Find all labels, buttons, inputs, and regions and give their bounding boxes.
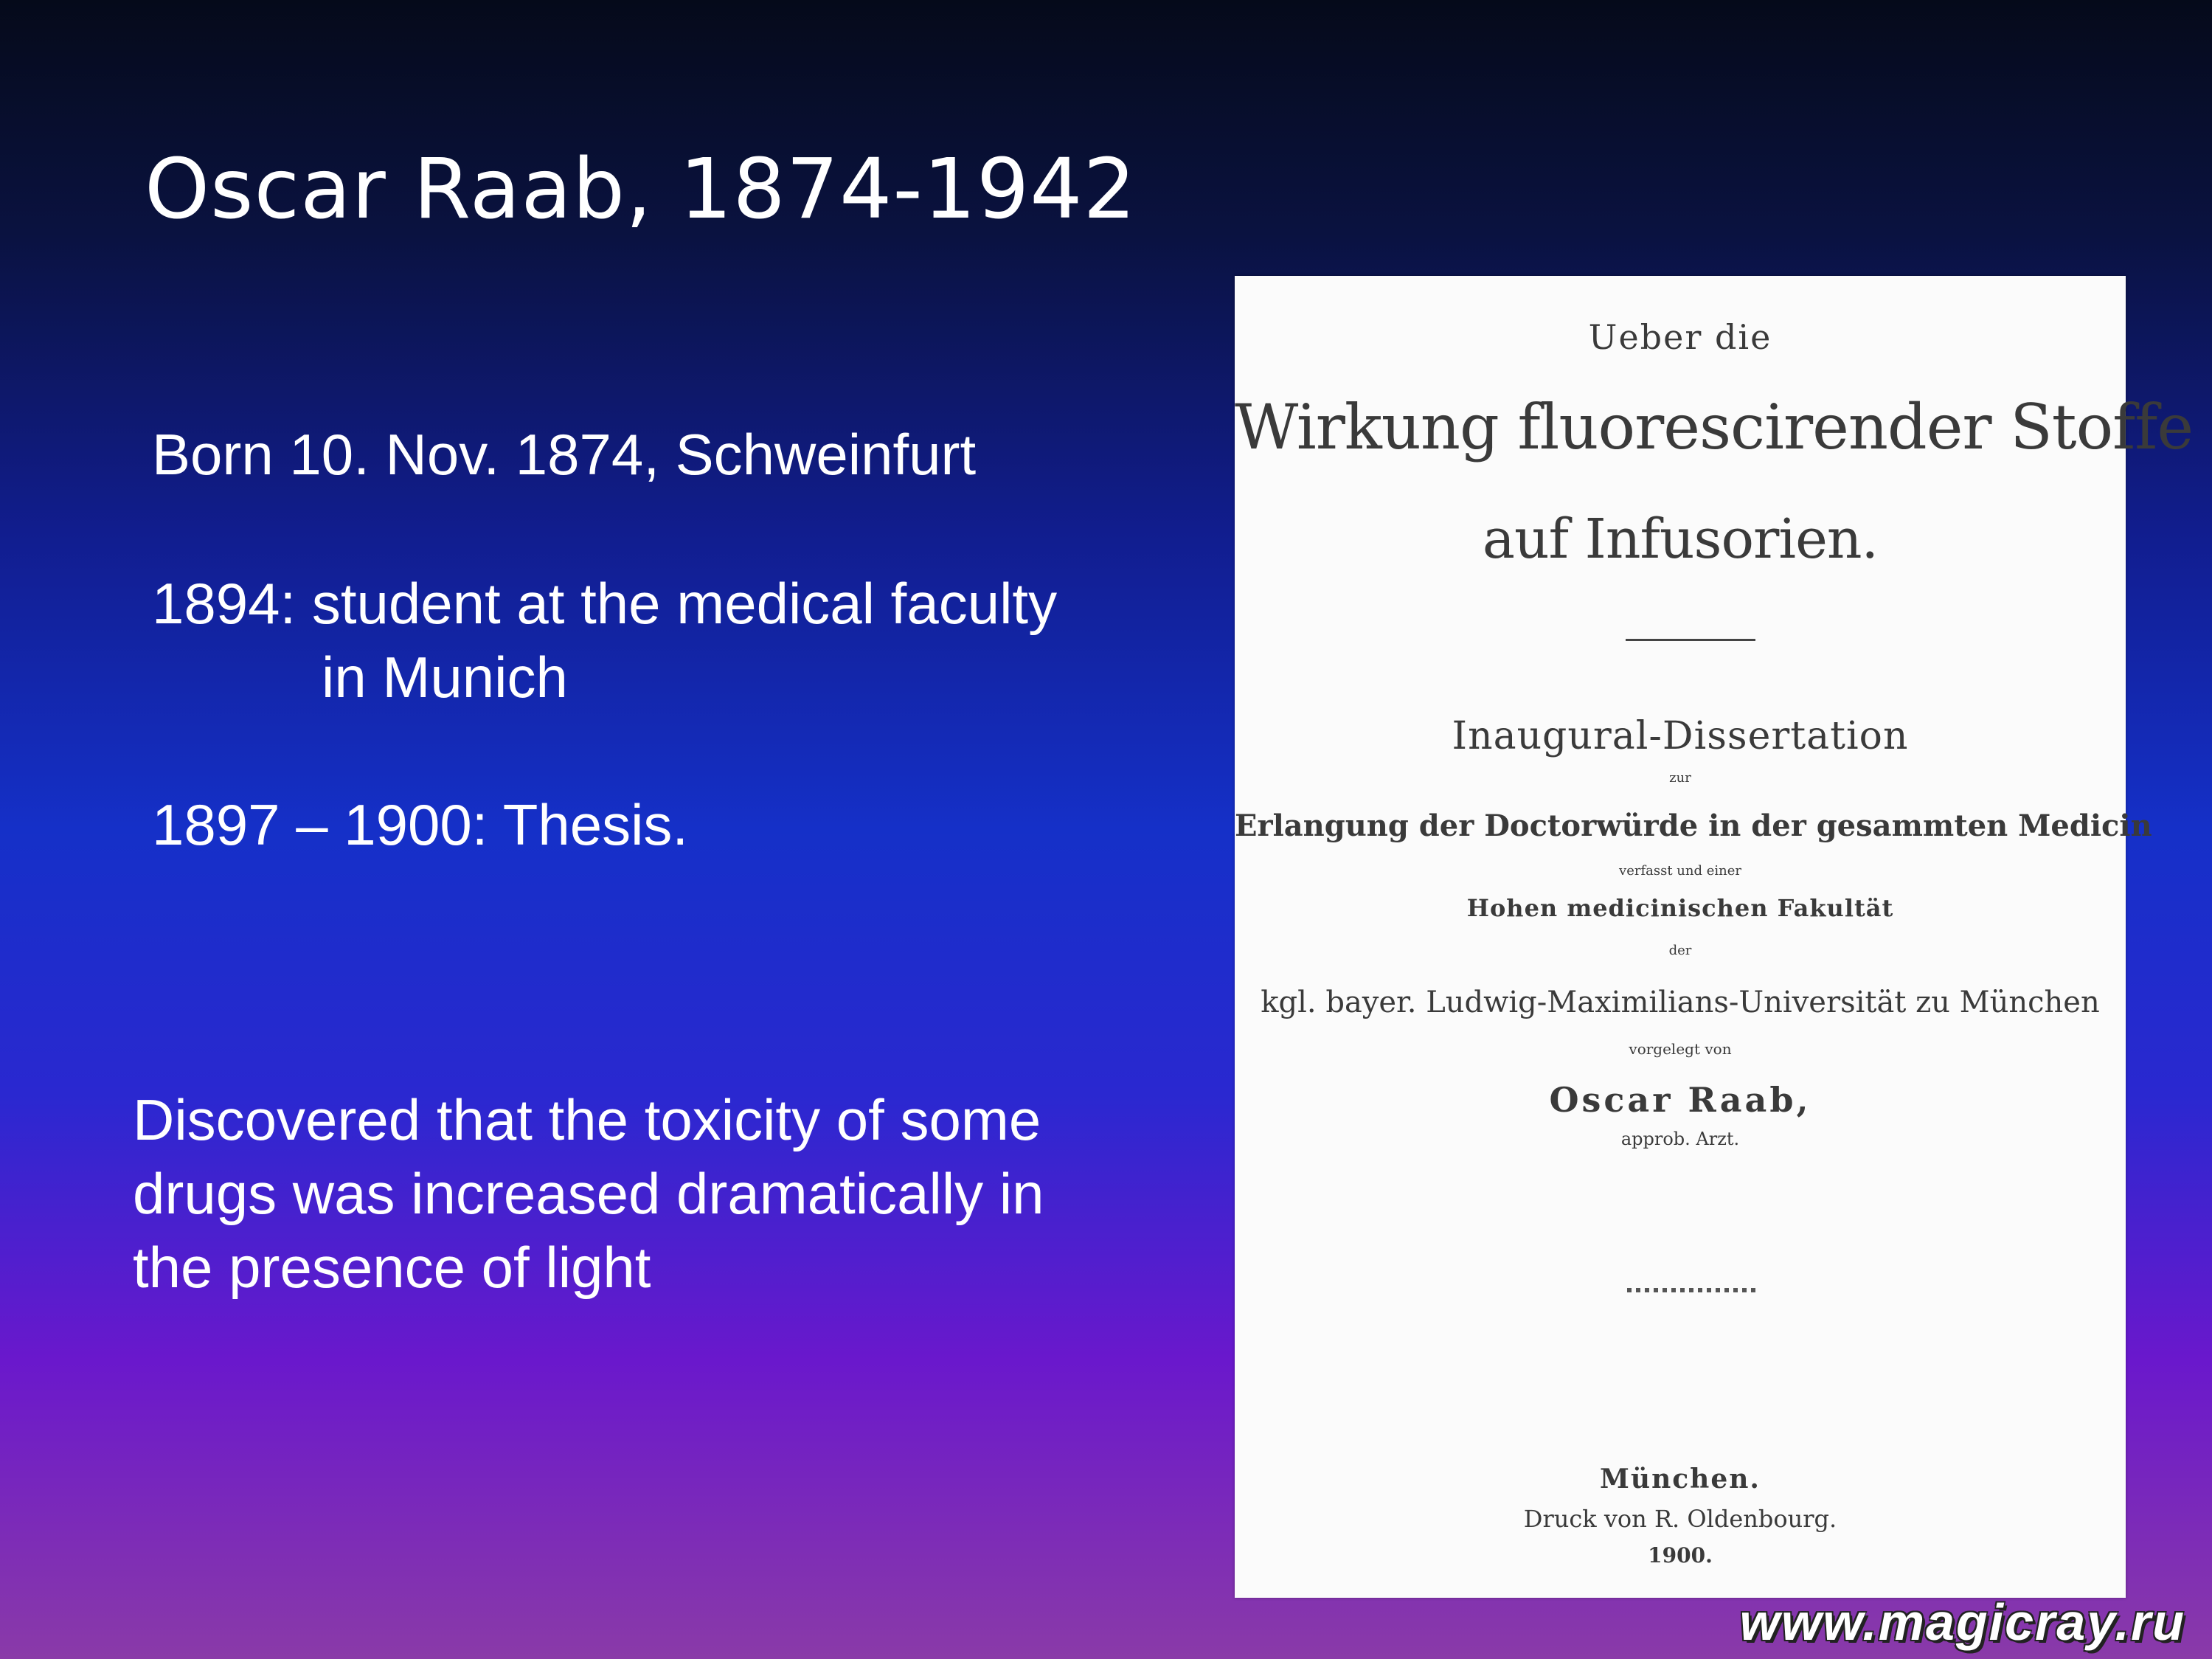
discovery-line: the presence of light [133,1235,651,1300]
thesis-title-line: auf Infusorien. [1482,508,1879,571]
thesis-author: Oscar Raab, [1549,1080,1811,1120]
thesis-line: Inaugural-Dissertation [1452,714,1909,758]
slide-title: Oscar Raab, 1874-1942 [145,142,1137,238]
thesis-line: der [1668,943,1692,958]
discovery-line: Discovered that the toxicity of some [133,1087,1041,1152]
born-text: Born 10. Nov. 1874, Schweinfurt [152,422,977,487]
discovery-line: drugs was increased dramatically in [133,1161,1044,1226]
thesis-ornament [1627,1288,1760,1292]
student-text-line2: in Munich [322,645,568,710]
thesis-line: approb. Arzt. [1620,1129,1740,1149]
thesis-year: 1900. [1648,1543,1713,1568]
discovery-paragraph [133,1083,1044,1304]
thesis-line: Ueber die [1588,317,1772,357]
thesis-line: Erlangung der Doctorwürde in der gesammten Medicin [1235,808,2152,843]
thesis-printer: Druck von R. Oldenbourg. [1523,1505,1837,1533]
thesis-text: 1897 – 1900: Thesis. [152,792,689,857]
watermark-text: www.magicray.ru [1739,1593,2185,1651]
student-text-line1: 1894: student at the medical faculty [152,571,1058,636]
thesis-divider [1626,639,1755,641]
thesis-title-page-image [1235,276,2194,1598]
thesis-title-line: Wirkung fluorescirender Stoffe [1235,391,2194,463]
thesis-line: vorgelegt von [1629,1040,1732,1058]
thesis-city: München. [1600,1464,1761,1495]
thesis-line: verfasst und einer [1619,863,1741,879]
thesis-line: kgl. bayer. Ludwig-Maximilians-Universität zu München [1261,986,2100,1019]
thesis-line: Hohen medicinischen Fakultät [1466,894,1894,922]
thesis-line: zur [1669,770,1691,786]
